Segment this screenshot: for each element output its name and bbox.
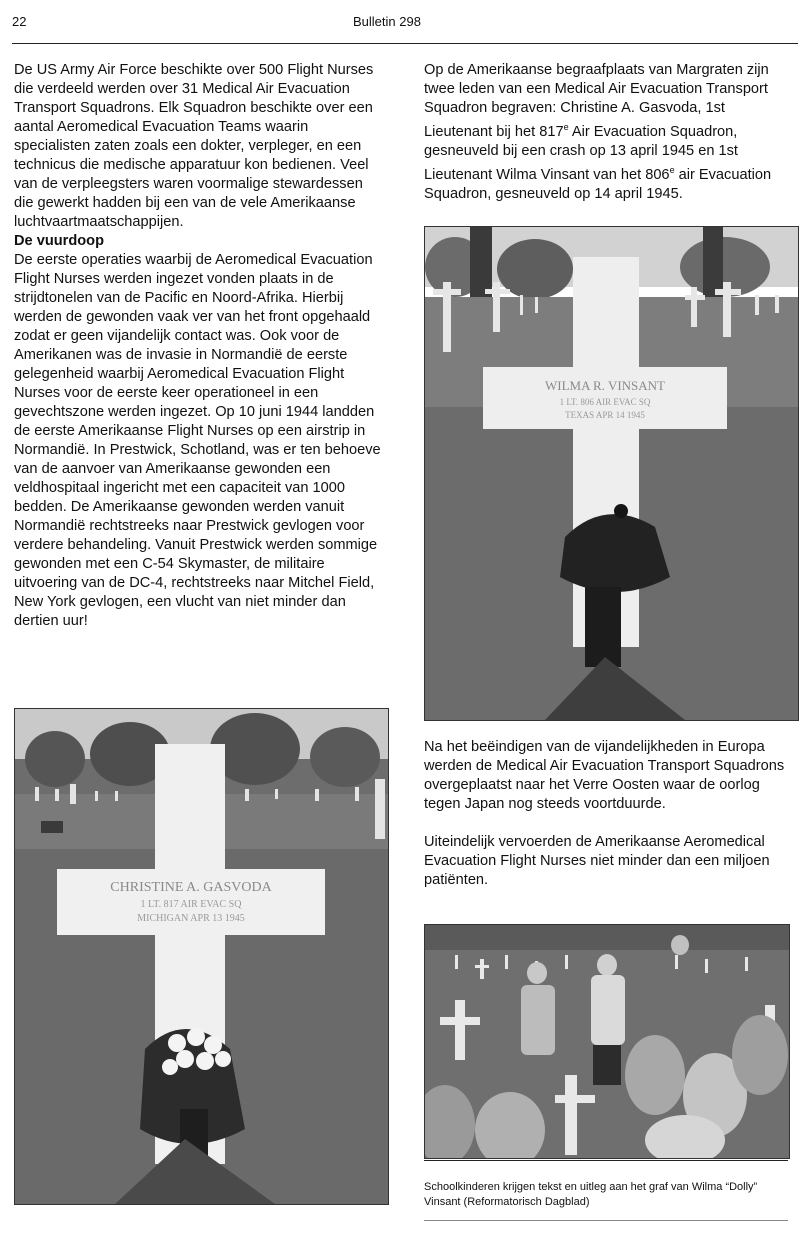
right-paragraph-1 bbox=[424, 61, 796, 204]
gasvoda-grave-image bbox=[15, 709, 388, 1204]
page-number: 22 bbox=[12, 14, 27, 29]
right-p1-part-a: Op de Amerikaanse begraafplaats van Margraten zijn twee leden van een Medical Air Evacuation Transport Squadron begraven: Christine A. Gasvoda, 1st Lieutenant bij het 817 bbox=[424, 62, 769, 140]
right-p1-part-b: Air Evacuation Squadron, gesneuveld bij een crash op 13 april 1945 en 1st Lieutenant Wilma Vinsant van het 806 bbox=[424, 123, 738, 183]
caption-top-rule bbox=[424, 1160, 788, 1161]
gasvoda-inscription-line-1: CHRISTINE A. GASVODA bbox=[110, 880, 272, 895]
photo-vinsant-grave bbox=[424, 226, 799, 721]
caption-bottom-rule bbox=[424, 1220, 788, 1221]
right-column-top bbox=[424, 61, 796, 204]
section-heading: De vuurdoop bbox=[14, 233, 104, 249]
right-p1-part-c: air Evacuation Squadron, gesneuveld op 14 april 1945. bbox=[424, 166, 772, 202]
page-header bbox=[0, 0, 799, 46]
photo-caption: Schoolkinderen krijgen tekst en uitleg aan het graf van Wilma “Dolly” Vinsant (Reformatorisch Dagblad) bbox=[424, 1181, 758, 1208]
photo-schoolchildren bbox=[424, 924, 790, 1159]
publication-title: Bulletin 298 bbox=[353, 14, 421, 29]
superscript-e-1: e bbox=[563, 122, 569, 132]
vinsant-inscription-line-1: WILMA R. VINSANT bbox=[544, 378, 666, 393]
vinsant-grave-image bbox=[425, 227, 798, 720]
left-paragraph-1: De US Army Air Force beschikte over 500 Flight Nurses die verdeeld werden over 31 Medical Air Evacuation Transport Squadrons. Elk Squadron beschikte over een aantal Aeromedical Evacuation Teams waarin specialisten zaten zoals een dokter, verpleger, en een technicus die medische apparatuur kon bedienen. Veel van de verpleegsters waren voormalige stewardessen die gewerkt hadden bij een van de vele Amerikaanse luchtvaartmaatschappijen. bbox=[14, 62, 374, 230]
superscript-e-2: e bbox=[669, 164, 675, 175]
photo-gasvoda-grave bbox=[14, 708, 389, 1205]
header-divider bbox=[12, 43, 798, 44]
left-paragraph-2: De eerste operaties waarbij de Aeromedical Evacuation Flight Nurses werden ingezet vonden plaats in de strijdtonelen van de Pacific en Noord-Afrika. Hierbij werden de gewonden vaak ver van het front opgehaald zodat er geen vijandelijk contact was. Ook voor de Amerikanen was de invasie in Normandië de eerste gelegenheid waarbij Aeromedical Evacuation Flight Nurses voor de eerste keer operationeel in een gevechtszone werden ingezet. Op 10 juni 1944 landden de eerste Amerikaanse Flight Nurses op een airstrip in Normandië. In Prestwick, Schotland, was er ten behoeve van de aanvoer van Amerikaanse gewonden een veldhospitaal ingericht met een capaciteit van 1000 bedden. De Amerikaanse gewonden werden vanuit Normandië rechtstreeks naar Prestwick gevlogen voor verdere behandeling. Vanuit Prestwick werden sommige gewonden met een C-54 Skymaster, de militaire uitvoering van de DC-4, rechtstreeks naar Mitchel Field, New York gevlogen, een vlucht van niet minder dan dertien uur! bbox=[14, 252, 381, 629]
left-column bbox=[14, 61, 386, 631]
schoolchildren-image bbox=[425, 925, 789, 1158]
gasvoda-inscription-line-2: 1 LT. 817 AIR EVAC SQ bbox=[140, 899, 242, 910]
vinsant-inscription-line-3: TEXAS APR 14 1945 bbox=[565, 410, 645, 420]
right-column-middle bbox=[424, 738, 796, 890]
right-paragraph-3: Uiteindelijk vervoerden de Amerikaanse Aeromedical Evacuation Flight Nurses niet minder dan een miljoen patiënten. bbox=[424, 834, 770, 888]
gasvoda-inscription-line-3: MICHIGAN APR 13 1945 bbox=[137, 913, 245, 924]
vinsant-inscription-line-2: 1 LT. 806 AIR EVAC SQ bbox=[559, 397, 651, 407]
right-paragraph-2: Na het beëindigen van de vijandelijkheden in Europa werden de Medical Air Evacuation Transport Squadrons overgeplaatst naar het Verre Oosten waar de oorlog tegen Japan nog steeds voortduurde. bbox=[424, 739, 785, 812]
